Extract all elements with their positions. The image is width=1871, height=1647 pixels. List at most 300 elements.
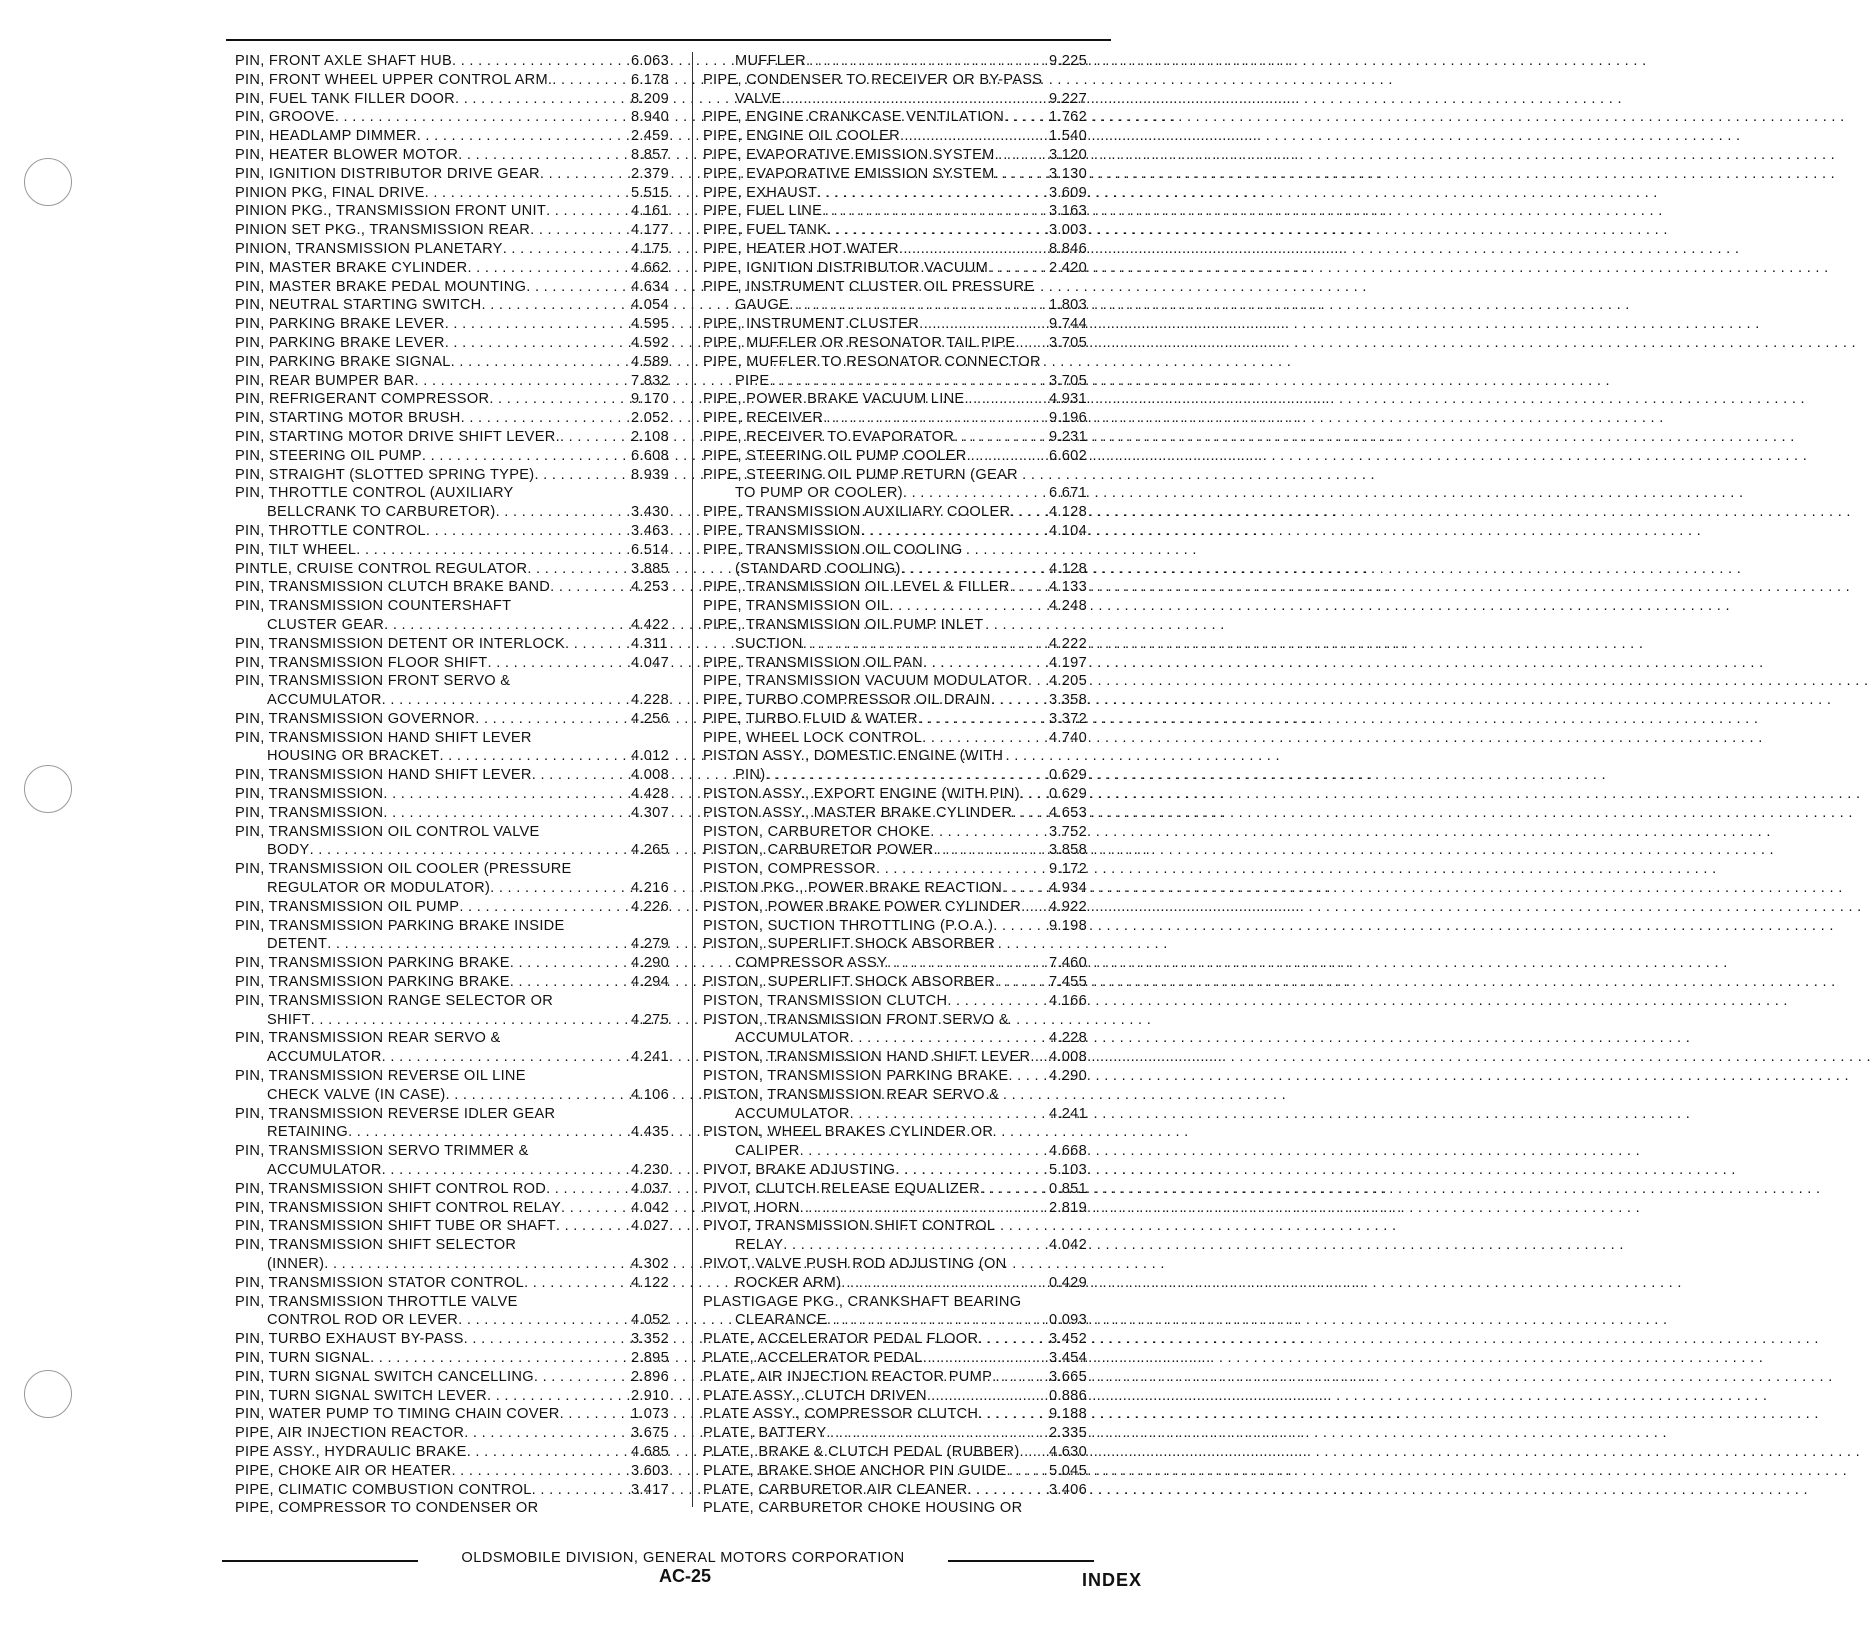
footer-division: OLDSMOBILE DIVISION, GENERAL MOTORS CORPORATION [461,1550,905,1566]
leader-dots [556,1217,627,1236]
leader-dots [467,259,627,278]
entry-reference-number: 4.740 [1049,729,1088,746]
entry-label: PINION SET PKG., TRANSMISSION REAR [235,222,531,239]
entry-label: PLATE, ACCELERATOR PEDAL FLOOR [703,1331,979,1348]
leader-dots [1030,1048,1045,1067]
index-entry [235,522,685,541]
entry-reference-number: 4.248 [1049,598,1088,615]
entry-reference-number: 4.256 [631,710,670,727]
index-entry [235,1349,685,1368]
entry-reference-number: 9.227 [1049,90,1088,107]
index-entry [703,221,1107,240]
index-entry [703,447,1107,466]
index-entry [703,1424,1107,1443]
index-entry [235,729,685,748]
index-entry [235,278,685,297]
entry-reference-number: 2.896 [631,1368,670,1385]
entry-label: PIN, TRANSMISSION PARKING BRAKE [235,955,510,972]
entry-reference-number: 4.054 [631,297,670,314]
entry-label: PISTON, CARBURETOR CHOKE [703,823,931,840]
leader-dots [458,146,627,165]
leader-dots [922,729,1045,748]
leader-dots [850,1029,1045,1048]
index-entry [703,1387,1107,1406]
entry-label: DETENT [267,936,328,953]
entry-reference-number: 4.216 [631,880,670,897]
index-entry [703,954,1107,973]
index-entry [235,1086,685,1105]
entry-reference-number: 4.422 [631,616,670,633]
entry-label: PIN, TURN SIGNAL SWITCH CANCELLING [235,1368,534,1385]
entry-label: TO PUMP OR COOLER) [735,485,903,502]
index-entry [235,898,685,917]
index-entry [235,315,685,334]
leader-dots [489,390,627,409]
entry-label: BELLCRANK TO CARBURETOR) [267,504,496,521]
leader-dots [458,1311,627,1330]
index-entry [235,541,685,560]
leader-dots [826,1424,1045,1443]
leader-dots [532,766,627,785]
index-entry [235,1180,685,1199]
entry-reference-number: 9.170 [631,391,670,408]
entry-reference-number: 9.231 [1049,428,1088,445]
entry-label: PIPE, CONDENSER TO RECEIVER OR BY-PASS [703,71,1043,88]
entry-reference-number: 9.172 [1049,861,1088,878]
entry-reference-number: 4.008 [631,767,670,784]
entry-label: PIPE [735,372,770,389]
leader-dots [439,747,627,766]
entry-label: PIVOT, CLUTCH RELEASE EQUALIZER [703,1180,980,1197]
index-entry [703,466,1107,485]
entry-label: PLATE, CARBURETOR AIR CLEANER [703,1481,968,1498]
entry-label: PIPE, TURBO COMPRESSOR OIL DRAIN [703,692,991,709]
leader-dots [383,785,627,804]
entry-label: PIN, PARKING BRAKE LEVER [235,316,445,333]
leader-dots [964,390,1045,409]
entry-label: PIPE, INSTRUMENT CLUSTER OIL PRESSURE [703,278,1035,295]
entry-reference-number: 9.196 [1049,410,1088,427]
leader-dots [827,221,1045,240]
index-entry [703,597,1107,616]
leader-dots [781,90,1045,109]
index-entry [235,447,685,466]
index-entry [703,334,1107,353]
entry-reference-number: 4.228 [631,692,670,709]
leader-dots [927,1387,1045,1406]
entry-label: PIPE, HEATER HOT WATER [703,240,899,257]
leader-dots [1015,334,1045,353]
entry-reference-number: 1.540 [1049,128,1088,145]
leader-dots [426,522,627,541]
index-entry [703,616,1107,635]
entry-label: PINTLE, CRUISE CONTROL REGULATOR [235,560,528,577]
entry-label: PIPE, POWER BRAKE VACUUM LINE [703,391,965,408]
footer-rule-right [948,1560,1094,1562]
entry-reference-number: 4.104 [1049,522,1088,539]
index-entry [235,672,685,691]
entry-label: PINION, TRANSMISSION PLANETARY [235,240,503,257]
index-entry [235,1161,685,1180]
entry-label: PIN, TRANSMISSION GOVERNOR [235,710,476,727]
entry-reference-number: 4.307 [631,804,670,821]
entry-reference-number: 3.675 [631,1425,670,1442]
entry-reference-number: 4.311 [631,635,668,652]
entry-label: PIPE, FUEL LINE [703,203,823,220]
entry-reference-number: 0.851 [1049,1180,1088,1197]
leader-dots [923,1349,1045,1368]
leader-dots [889,597,1045,616]
entry-reference-number: 0.629 [1049,767,1088,784]
leader-dots [383,804,627,823]
index-entry [235,1387,685,1406]
entry-reference-number: 4.008 [1049,1049,1088,1066]
index-entry [235,954,685,973]
entry-reference-number: 4.228 [1049,1030,1088,1047]
entry-reference-number: 4.128 [1049,504,1088,521]
index-entry [235,71,685,90]
leader-dots [546,1180,627,1199]
index-entry [703,108,1107,127]
leader-dots [490,879,627,898]
entry-label: ACCUMULATOR [267,692,382,709]
index-entry [703,841,1107,860]
entry-label: CALIPER [735,1143,800,1160]
index-entry [235,935,685,954]
index-entry [703,1462,1107,1481]
leader-dots [540,165,627,184]
entry-reference-number: 3.603 [631,1462,670,1479]
index-entry [235,1405,685,1424]
leader-dots [335,108,627,127]
entry-label: PIN, TRANSMISSION STATOR CONTROL [235,1274,525,1291]
index-entry [235,1048,685,1067]
entry-reference-number: 2.379 [631,165,670,182]
entry-reference-number: 4.205 [1049,673,1088,690]
index-entry [235,804,685,823]
leader-dots [327,935,627,954]
leader-dots [459,898,627,917]
entry-reference-number: 4.290 [1049,1068,1088,1085]
index-entry [703,992,1107,1011]
index-entry [235,1142,685,1161]
entry-label: PIN, TRANSMISSION OIL CONTROL VALVE [235,823,540,840]
leader-dots [933,841,1045,860]
entry-label: CLUSTER GEAR [267,616,385,633]
index-entry [235,1424,685,1443]
index-entry [235,259,685,278]
index-entry [235,1330,685,1349]
entry-reference-number: 3.858 [1049,842,1088,859]
entry-label: PIN, TRANSMISSION REVERSE OIL LINE [235,1068,526,1085]
index-entry [703,259,1107,278]
leader-dots [422,447,627,466]
leader-dots [560,428,627,447]
entry-label: PIN, TRANSMISSION SERVO TRIMMER & [235,1143,529,1160]
entry-label: PIN, TRANSMISSION PARKING BRAKE [235,974,510,991]
entry-reference-number: 2.459 [631,128,670,145]
index-entry [235,616,685,635]
leader-dots [1020,1443,1045,1462]
entry-reference-number: 4.931 [1049,391,1088,408]
leader-dots [487,1387,627,1406]
index-entry [235,1011,685,1030]
entry-label: PISTON, TRANSMISSION CLUTCH [703,992,948,1009]
leader-dots [348,1123,627,1142]
index-entry [235,785,685,804]
entry-label: PLATE, BRAKE SHOE ANCHOR PIN GUIDE [703,1462,1007,1479]
entry-label: SHIFT [267,1011,311,1028]
entry-reference-number: 6.178 [631,71,670,88]
index-entry [235,372,685,391]
entry-reference-number: 4.166 [1049,992,1088,1009]
entry-reference-number: 4.435 [631,1124,670,1141]
entry-label: PISTON ASSY., MASTER BRAKE CYLINDER [703,804,1013,821]
entry-reference-number: 0.629 [1049,786,1088,803]
entry-label: PIN, FRONT AXLE SHAFT HUB [235,53,452,69]
entry-label: PLATE, BRAKE & CLUTCH PEDAL (RUBBER) [703,1443,1020,1460]
entry-label: PIN, FUEL TANK FILLER DOOR [235,90,455,107]
index-entry [235,240,685,259]
entry-label: PIPE, INSTRUMENT CLUSTER [703,316,920,333]
index-entry [703,898,1107,917]
index-entry [235,635,685,654]
index-entry [703,165,1107,184]
entry-reference-number: 4.175 [631,240,670,257]
entry-label: PLATE, ACCELERATOR PEDAL [703,1349,923,1366]
index-entry [703,503,1107,522]
index-entry [235,578,685,597]
entry-label: ACCUMULATOR [735,1105,850,1122]
entry-label: PIPE, AIR INJECTION REACTOR [235,1425,465,1442]
entry-reference-number: 4.047 [631,654,670,671]
leader-dots [769,372,1045,391]
entry-label: COMPRESSOR ASSY [735,955,888,972]
index-entry [703,691,1107,710]
entry-reference-number: 9.744 [1049,316,1088,333]
leader-dots [988,259,1045,278]
index-entry [703,278,1107,297]
entry-reference-number: 4.197 [1049,654,1088,671]
entry-label: PIPE, TURBO FLUID & WATER [703,710,918,727]
entry-label: PIN, TRANSMISSION SHIFT TUBE OR SHAFT [235,1218,556,1235]
entry-label: (INNER) [267,1256,325,1272]
entry-reference-number: 4.662 [631,259,670,276]
leader-dots [417,127,627,146]
entry-label: PIPE, IGNITION DISTRIBUTOR VACUUM [703,259,989,276]
index-entry [235,202,685,221]
entry-reference-number: 3.454 [1049,1349,1088,1366]
leader-dots [947,992,1045,1011]
index-entry [703,1405,1107,1424]
entry-reference-number: 3.885 [631,560,670,577]
index-entry [703,522,1107,541]
entry-reference-number: 9.188 [1049,1406,1088,1423]
index-entry [235,1481,685,1500]
index-entry [703,202,1107,221]
index-entry [703,785,1107,804]
leader-dots [803,635,1045,654]
index-entry [703,90,1107,109]
entry-reference-number: 4.241 [631,1049,670,1066]
entry-reference-number: 4.122 [631,1274,670,1291]
entry-label: PIN, TRANSMISSION COUNTERSHAFT [235,598,512,615]
entry-label: PIN, TRANSMISSION FRONT SERVO & [235,673,511,690]
entry-reference-number: 2.895 [631,1349,670,1366]
index-entry [703,710,1107,729]
entry-reference-number: 4.922 [1049,898,1088,915]
entry-reference-number: 4.241 [1049,1105,1088,1122]
index-entry [235,560,685,579]
leader-dots [1002,879,1045,898]
entry-label: PISTON ASSY., EXPORT ENGINE (WITH PIN) [703,786,1020,803]
entry-reference-number: 6.514 [631,541,670,558]
entry-label: PIN, NEUTRAL STARTING SWITCH [235,297,482,314]
entry-reference-number: 4.037 [631,1180,670,1197]
leader-dots [827,1311,1045,1330]
entry-label: PISTON, WHEEL BRAKES CYLINDER OR [703,1124,994,1141]
index-entry [235,747,685,766]
index-entry [703,1217,1107,1236]
entry-reference-number: 4.177 [631,222,670,239]
leader-dots [995,146,1045,165]
index-entry [703,1180,1107,1199]
index-entry [703,541,1107,560]
entry-reference-number: 4.685 [631,1443,670,1460]
entry-label: VALVE [735,90,782,107]
entry-reference-number: 2.819 [1049,1199,1088,1216]
entry-reference-number: 3.417 [631,1481,670,1498]
entry-label: PIPE ASSY., HYDRAULIC BRAKE [235,1443,467,1460]
entry-reference-number: 4.042 [1049,1237,1088,1254]
leader-dots [550,578,627,597]
entry-reference-number: 1.073 [631,1406,670,1423]
entry-reference-number: 4.630 [1049,1443,1088,1460]
leader-dots [861,522,1045,541]
leader-dots [382,1048,627,1067]
entry-reference-number: 4.668 [1049,1143,1088,1160]
entry-label: PIN, TRANSMISSION [235,804,384,821]
leader-dots [923,654,1045,673]
entry-label: PIPE, TRANSMISSION OIL LEVEL & FILLER [703,579,1010,596]
entry-reference-number: 5.103 [1049,1162,1088,1179]
entry-reference-number: 8.209 [631,90,670,107]
entry-reference-number: 4.128 [1049,560,1088,577]
entry-reference-number: 6.608 [631,447,670,464]
leader-dots [995,973,1045,992]
entry-label: PIN, STRAIGHT (SLOTTED SPRING TYPE) [235,466,535,483]
entry-reference-number: 4.230 [631,1162,670,1179]
entry-reference-number: 4.302 [631,1256,670,1272]
entry-reference-number: 6.063 [631,53,670,69]
entry-reference-number: 4.595 [631,316,670,333]
entry-label: PIPE, EXHAUST [703,184,818,201]
index-entry [235,1368,685,1387]
index-entry [703,484,1107,503]
entry-label: BODY [267,842,310,859]
entry-label: PIN, STARTING MOTOR DRIVE SHIFT LEVER. [235,428,560,445]
entry-label: PIVOT, HORN [703,1199,800,1216]
leader-dots [1007,1462,1046,1481]
entry-label: PIPE, ENGINE OIL COOLER [703,128,900,145]
entry-label: PLASTIGAGE PKG., CRANKSHAFT BEARING [703,1293,1022,1310]
index-entry [703,578,1107,597]
entry-label: PIPE, STEERING OIL PUMP RETURN (GEAR [703,466,1018,483]
entry-label: PIPE, CHOKE AIR OR HEATER [235,1462,452,1479]
entry-reference-number: 3.665 [1049,1368,1088,1385]
leader-dots [496,503,627,522]
entry-label: PIPE, TRANSMISSION OIL PUMP INLET [703,616,984,633]
index-entry [235,1293,685,1312]
entry-label: PIN, WATER PUMP TO TIMING CHAIN COVER [235,1406,560,1423]
leader-dots [850,1105,1045,1124]
entry-label: CLEARANCE [735,1312,827,1329]
entry-label: SUCTION [735,635,803,652]
entry-reference-number: 4.279 [631,936,670,953]
entry-reference-number: 4.027 [631,1218,670,1235]
entry-label: ACCUMULATOR [735,1030,850,1047]
leader-dots [1010,503,1045,522]
entry-reference-number: 4.589 [631,353,670,370]
entry-reference-number: 2.910 [631,1387,670,1404]
entry-label: PIN, PARKING BRAKE LEVER [235,334,445,351]
index-entry [235,1236,685,1255]
leader-dots [451,353,627,372]
index-entry [703,729,1107,748]
leader-dots [464,1424,627,1443]
leader-dots [324,1255,627,1274]
index-entry [235,296,685,315]
entry-label: PIN, TRANSMISSION REAR SERVO & [235,1030,501,1047]
entry-reference-number: 3.705 [1049,372,1088,389]
entry-label: PISTON, SUPERLIFT SHOCK ABSORBER [703,936,996,953]
entry-reference-number: 4.275 [631,1011,670,1028]
index-entry [703,1274,1107,1293]
entry-reference-number: 3.352 [631,1331,670,1348]
entry-reference-number: 4.161 [631,203,670,220]
page-number: AC-25 [658,1566,711,1586]
entry-label: PIN, TRANSMISSION RANGE SELECTOR OR [235,992,554,1009]
leader-dots [510,954,627,973]
leader-dots [532,1481,627,1500]
entry-reference-number: 0.886 [1049,1387,1088,1404]
entry-reference-number: 3.120 [1049,146,1088,163]
entry-label: PISTON, TRANSMISSION REAR SERVO & [703,1086,1000,1103]
entry-label: PIN, TRANSMISSION SHIFT CONTROL ROD [235,1180,547,1197]
index-entry [235,90,685,109]
index-entry [703,1142,1107,1161]
leader-dots [817,184,1045,203]
index-entry [703,823,1107,842]
entry-label: PIPE, RECEIVER TO EVAPORATOR [703,428,955,445]
leader-dots [534,466,627,485]
leader-dots [800,1142,1045,1161]
entry-label: PIPE, RECEIVER [703,410,824,427]
entry-label: PISTON, CARBURETOR POWER [703,842,934,859]
footer-rule-left [222,1560,418,1562]
entry-label: PLATE, CARBURETOR CHOKE HOUSING OR [703,1500,1023,1517]
leader-dots [565,635,627,654]
entry-label: PIN, TRANSMISSION HAND SHIFT LEVER [235,729,532,746]
entry-reference-number: 8.940 [631,109,670,126]
entry-label: PISTON, TRANSMISSION PARKING BRAKE [703,1068,1009,1085]
entry-reference-number: 5.045 [1049,1462,1088,1479]
entry-label: ROCKER ARM) [735,1274,842,1291]
entry-reference-number: 3.130 [1049,165,1088,182]
index-entry [235,1255,685,1274]
entry-label: PIVOT, BRAKE ADJUSTING [703,1162,896,1179]
entry-reference-number: 8.939 [631,466,670,483]
